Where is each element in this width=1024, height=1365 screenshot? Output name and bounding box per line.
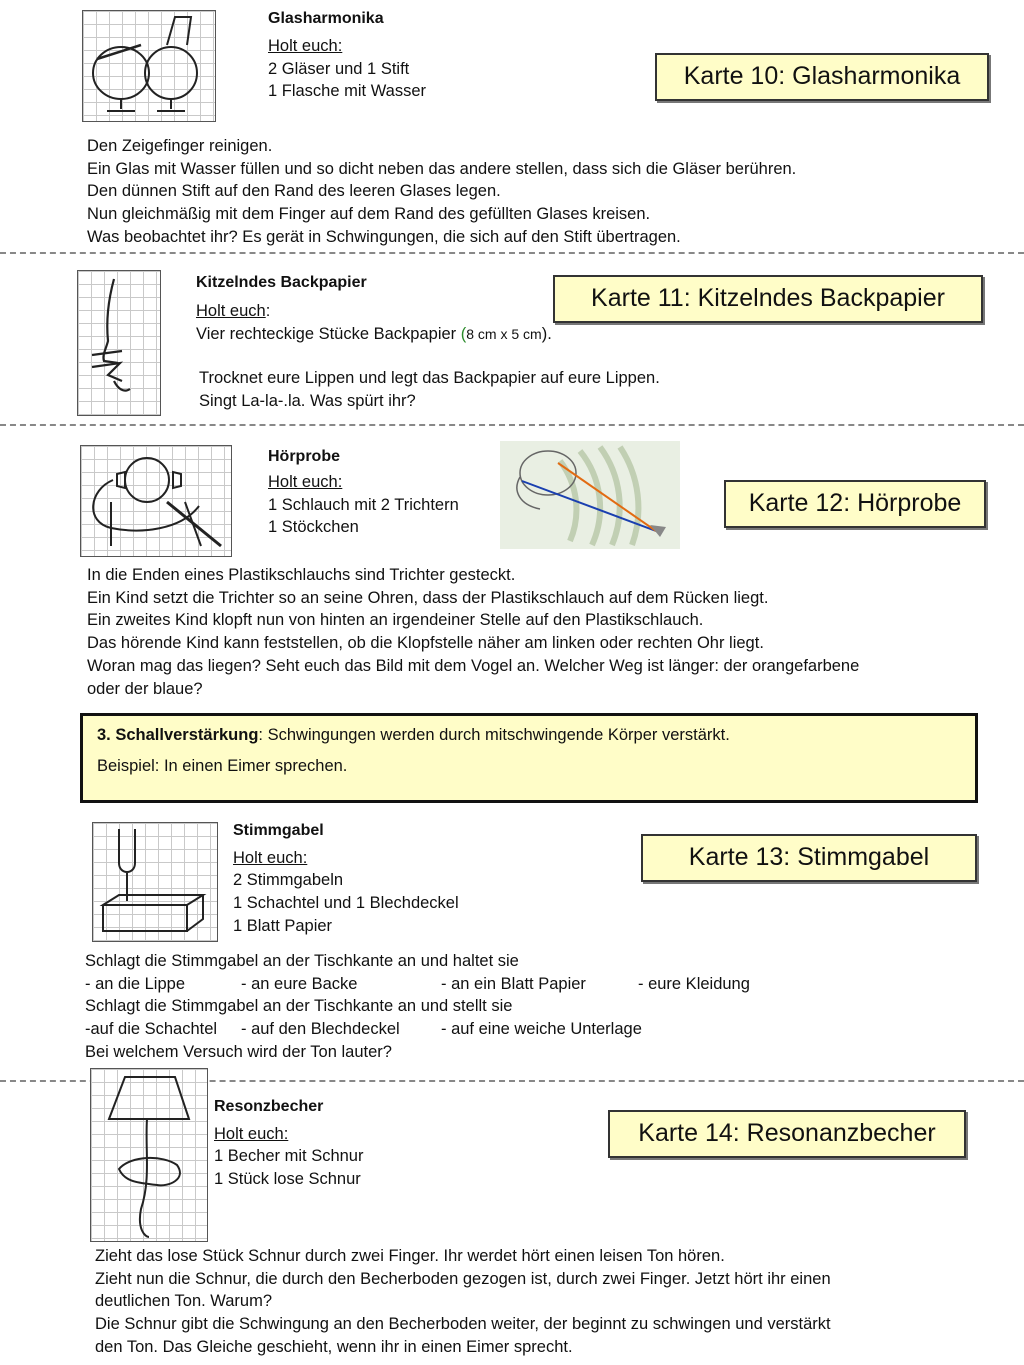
stimmgabel-sketch [92, 822, 218, 942]
text-line: Nun gleichmäßig mit dem Finger auf dem Rand des gefüllten Glases kreisen. [87, 205, 651, 224]
text-line: deutlichen Ton. Warum? [95, 1292, 273, 1311]
option: - an ein Blatt Papier [441, 974, 586, 993]
option: - an die Lippe [85, 974, 185, 993]
text-line: oder der blaue? [87, 679, 203, 698]
text-line: Bei welchem Versuch wird der Ton lauter? [85, 1042, 392, 1061]
text-line: Das hörende Kind kann feststellen, ob die Klopfstelle näher am linken oder rechten Ohr liegt. [87, 634, 764, 653]
hose-child-drawing [81, 446, 231, 556]
card10-text [87, 135, 796, 249]
text-line: Schlagt die Stimmgabel an der Tischkante an und haltet sie [85, 952, 519, 970]
text-line: Den dünnen Stift auf den Rand des leeren Glases legen. [87, 182, 501, 201]
card12-item: 1 Schlauch mit 2 Trichtern [268, 496, 459, 514]
card11-holt-label: Holt euch [196, 302, 266, 320]
card13-label: Karte 13: Stimmgabel [641, 834, 977, 882]
card10-title: Glasharmonika [268, 10, 384, 27]
card14-text [95, 1245, 831, 1359]
card11-label: Karte 11: Kitzelndes Backpapier [553, 275, 983, 323]
cup-string-drawing [91, 1069, 207, 1241]
card10-label: Karte 10: Glasharmonika [655, 53, 989, 101]
option-row [85, 973, 750, 996]
cut-line [0, 424, 1024, 426]
card13-item: 1 Schachtel und 1 Blechdeckel [233, 894, 459, 912]
card14-item: 1 Becher mit Schnur [214, 1147, 364, 1165]
card11-item [196, 323, 552, 346]
card12-item: 1 Stöckchen [268, 518, 359, 536]
card10-item: 2 Gläser und 1 Stift [268, 60, 410, 78]
card10-holt-label: Holt euch: [268, 37, 343, 55]
sound-path-illustration [500, 441, 680, 549]
card11-text [199, 367, 660, 412]
card11-title: Kitzelndes Backpapier [196, 274, 367, 291]
text-line: Zieht nun die Schnur, die durch den Becherboden gezogen ist, durch zwei Finger. Jetzt hört ihr einen [95, 1269, 831, 1288]
text-line: Schlagt die Stimmgabel an der Tischkante an und stellt sie [85, 997, 513, 1016]
resonanzbecher-sketch [90, 1068, 208, 1242]
card13-item: 2 Stimmgabeln [233, 871, 344, 889]
card14-item: 1 Stück lose Schnur [214, 1170, 361, 1188]
text-line: Ein Kind setzt die Trichter so an seine Ohren, dass der Plastikschlauch auf dem Rücken liegt. [87, 588, 769, 607]
hoerprobe-sketch [80, 445, 232, 557]
text-line: Trocknet eure Lippen und legt das Backpapier auf eure Lippen. [199, 369, 660, 387]
card14-label: Karte 14: Resonanzbecher [608, 1110, 966, 1158]
bird-path-image [500, 441, 680, 549]
text-line: Zieht das lose Stück Schnur durch zwei Finger. Ihr werdet hört einen leisen Ton hören. [95, 1247, 725, 1265]
text-line: Was beobachtet ihr? Es gerät in Schwingungen, die sich auf den Stift übertragen. [87, 227, 681, 246]
item-size: 8 cm x 5 cm [466, 326, 542, 342]
card11-holt-line [196, 300, 270, 323]
glasses-drawing [83, 11, 215, 121]
note-example: Beispiel: In einen Eimer sprechen. [97, 757, 348, 775]
tuning-fork-drawing [93, 823, 217, 941]
text-line: Den Zeigefinger reinigen. [87, 137, 273, 155]
card13-title: Stimmgabel [233, 822, 324, 839]
card10-item: 1 Flasche mit Wasser [268, 82, 427, 100]
option: -auf die Schachtel [85, 1020, 218, 1039]
text-line: Ein Glas mit Wasser füllen und so dicht neben das andere stellen, dass sich die Gläser berühren. [87, 159, 797, 178]
option: - auf eine weiche Unterlage [441, 1020, 642, 1039]
cut-line [0, 252, 1024, 254]
item-text-end: ). [541, 325, 552, 343]
card12-label: Karte 12: Hörprobe [724, 480, 986, 528]
note-text: : Schwingungen werden durch mitschwingende Körper verstärkt. [258, 726, 730, 744]
card11-holt-colon: : [265, 302, 271, 320]
card13-text [85, 950, 750, 1063]
text-line: Woran mag das liegen? Seht euch das Bild mit dem Vogel an. Welcher Weg ist länger: der orangefarbene [87, 656, 860, 675]
card13-item: 1 Blatt Papier [233, 917, 333, 935]
text-line: Die Schnur gibt die Schwingung an den Becherboden weiter, der beginnt zu schwingen und verstärkt [95, 1315, 831, 1334]
backpapier-sketch [77, 270, 161, 416]
card12-title: Hörprobe [268, 448, 340, 465]
glasharmonika-sketch [82, 10, 216, 122]
text-line: den Ton. Das Gleiche geschieht, wenn ihr in einen Eimer sprecht. [95, 1337, 573, 1356]
note-heading: 3. Schallverstärkung [97, 726, 259, 744]
option-row [85, 1018, 642, 1041]
text-line: Ein zweites Kind klopft nun von hinten an irgendeiner Stelle auf den Plastikschlauch. [87, 611, 704, 630]
item-text: Vier rechteckige Stücke Backpapier [196, 325, 461, 343]
text-line: Singt La-la-.la. Was spürt ihr? [199, 391, 416, 410]
card14-holt-label: Holt euch: [214, 1125, 289, 1143]
option: - an eure Backe [241, 974, 358, 993]
card14-title: Resonzbecher [214, 1098, 324, 1115]
schallverstaerkung-box [80, 713, 978, 803]
face-profile-drawing [78, 271, 160, 415]
text-line: In die Enden eines Plastikschlauchs sind Trichter gesteckt. [87, 566, 516, 584]
note-line [97, 724, 730, 747]
card13-holt-label: Holt euch: [233, 849, 308, 867]
option: - eure Kleidung [638, 974, 750, 993]
card12-holt-label: Holt euch: [268, 473, 343, 491]
paren-open: ( [460, 325, 467, 343]
option: - auf den Blechdeckel [241, 1020, 400, 1039]
card12-text [87, 564, 859, 700]
